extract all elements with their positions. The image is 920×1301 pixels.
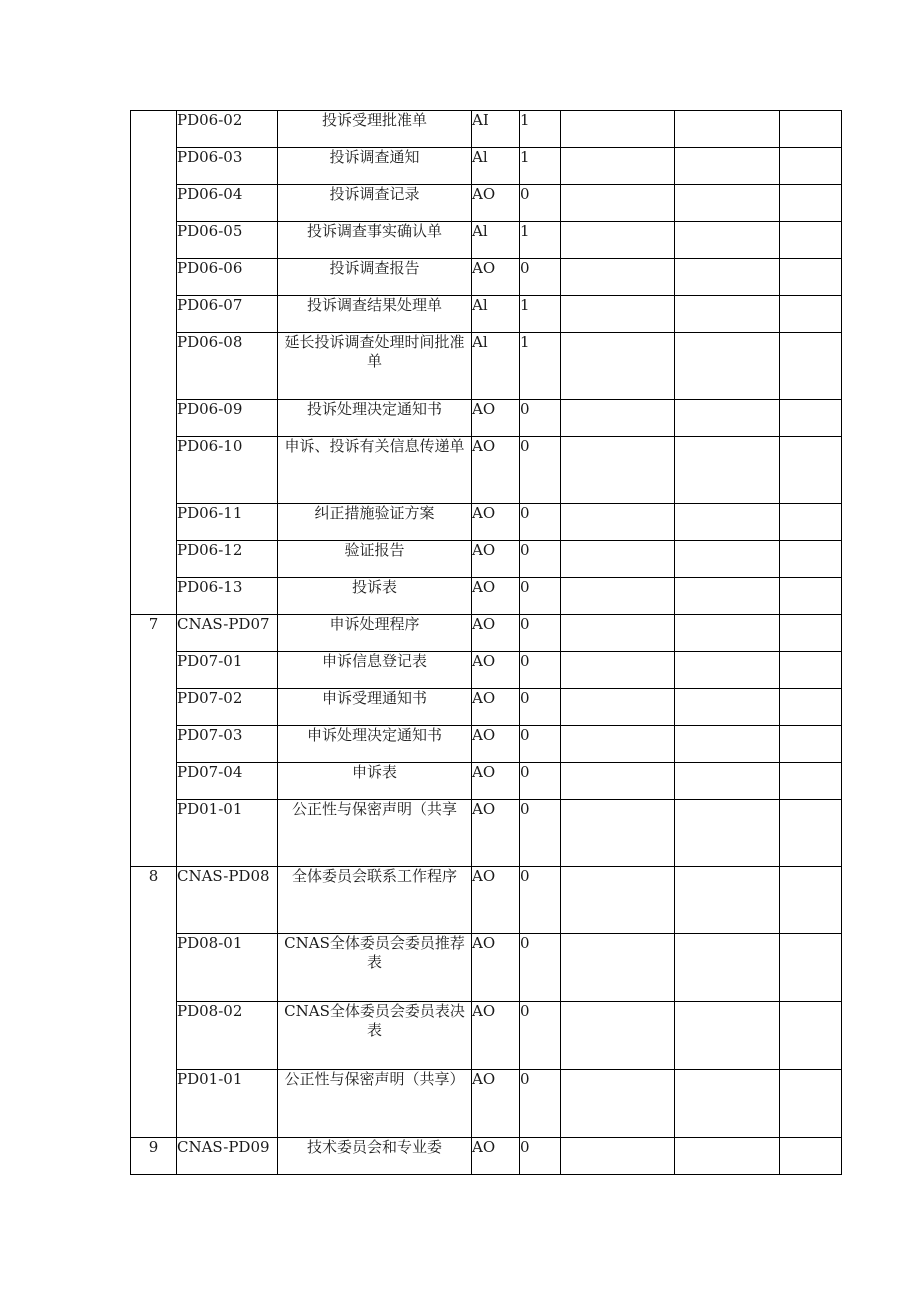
empty-cell-2 (675, 652, 780, 689)
table-row (131, 333, 842, 400)
document-code: PD08-02 (177, 1002, 278, 1070)
version: AO (472, 400, 520, 437)
empty-cell-1 (561, 726, 675, 763)
empty-cell-1 (561, 148, 675, 185)
count: 0 (520, 578, 561, 615)
table-row (131, 185, 842, 222)
table-row (131, 296, 842, 333)
document-code: PD01-01 (177, 1070, 278, 1138)
empty-cell-2 (675, 541, 780, 578)
table-row (131, 437, 842, 504)
empty-cell-2 (675, 578, 780, 615)
count: 0 (520, 652, 561, 689)
version: AI (472, 111, 520, 148)
document-name: 申诉受理通知书 (278, 689, 472, 726)
document-name: CNAS全体委员会委员表决表 (278, 1002, 472, 1070)
table-row (131, 111, 842, 148)
table-row (131, 148, 842, 185)
empty-cell-1 (561, 111, 675, 148)
table-row (131, 615, 842, 652)
document-code: PD07-03 (177, 726, 278, 763)
empty-cell-2 (675, 1002, 780, 1070)
empty-cell-2 (675, 222, 780, 259)
count: 0 (520, 934, 561, 1002)
version: AO (472, 541, 520, 578)
count: 0 (520, 689, 561, 726)
document-name: CNAS全体委员会委员推荐表 (278, 934, 472, 1002)
empty-cell-3 (780, 296, 842, 333)
empty-cell-3 (780, 259, 842, 296)
version: AO (472, 689, 520, 726)
count: 1 (520, 333, 561, 400)
table-row (131, 689, 842, 726)
empty-cell-1 (561, 259, 675, 296)
document-code: PD06-06 (177, 259, 278, 296)
version: AO (472, 437, 520, 504)
empty-cell-3 (780, 615, 842, 652)
count: 0 (520, 541, 561, 578)
version: Al (472, 222, 520, 259)
document-name: 延长投诉调查处理时间批准单 (278, 333, 472, 400)
empty-cell-2 (675, 867, 780, 934)
version: AO (472, 726, 520, 763)
version: AO (472, 259, 520, 296)
empty-cell-2 (675, 111, 780, 148)
empty-cell-2 (675, 400, 780, 437)
count: 0 (520, 800, 561, 867)
empty-cell-2 (675, 259, 780, 296)
section-number: 8 (131, 867, 177, 1138)
count: 0 (520, 259, 561, 296)
count: 0 (520, 726, 561, 763)
document-name: 投诉调查结果处理单 (278, 296, 472, 333)
document-name: 投诉处理决定通知书 (278, 400, 472, 437)
empty-cell-1 (561, 689, 675, 726)
version: AO (472, 615, 520, 652)
version: AO (472, 763, 520, 800)
document-name: 投诉调查记录 (278, 185, 472, 222)
document-code: PD01-01 (177, 800, 278, 867)
empty-cell-1 (561, 296, 675, 333)
version: Al (472, 333, 520, 400)
empty-cell-3 (780, 800, 842, 867)
empty-cell-2 (675, 763, 780, 800)
empty-cell-1 (561, 934, 675, 1002)
table-row (131, 1138, 842, 1175)
document-name: 公正性与保密声明（共享 (278, 800, 472, 867)
empty-cell-1 (561, 800, 675, 867)
table-row (131, 1002, 842, 1070)
table-row (131, 934, 842, 1002)
document-code: PD08-01 (177, 934, 278, 1002)
count: 1 (520, 111, 561, 148)
version: AO (472, 652, 520, 689)
empty-cell-1 (561, 400, 675, 437)
empty-cell-1 (561, 763, 675, 800)
empty-cell-2 (675, 726, 780, 763)
document-name: 申诉处理程序 (278, 615, 472, 652)
empty-cell-2 (675, 1070, 780, 1138)
count: 0 (520, 437, 561, 504)
document-name: 申诉、投诉有关信息传递单 (278, 437, 472, 504)
document-code: PD07-01 (177, 652, 278, 689)
document-code: PD06-02 (177, 111, 278, 148)
table-row (131, 400, 842, 437)
document-name: 技术委员会和专业委 (278, 1138, 472, 1175)
empty-cell-3 (780, 578, 842, 615)
empty-cell-2 (675, 1138, 780, 1175)
empty-cell-2 (675, 148, 780, 185)
document-code: PD06-07 (177, 296, 278, 333)
table-row (131, 578, 842, 615)
document-name: 纠正措施验证方案 (278, 504, 472, 541)
empty-cell-1 (561, 504, 675, 541)
document-name: 全体委员会联系工作程序 (278, 867, 472, 934)
empty-cell-3 (780, 437, 842, 504)
empty-cell-2 (675, 615, 780, 652)
empty-cell-2 (675, 689, 780, 726)
document-code: PD06-10 (177, 437, 278, 504)
empty-cell-2 (675, 800, 780, 867)
empty-cell-2 (675, 185, 780, 222)
empty-cell-3 (780, 541, 842, 578)
empty-cell-3 (780, 400, 842, 437)
empty-cell-1 (561, 652, 675, 689)
document-name: 验证报告 (278, 541, 472, 578)
count: 1 (520, 296, 561, 333)
empty-cell-1 (561, 615, 675, 652)
document-code: PD06-08 (177, 333, 278, 400)
version: AO (472, 1002, 520, 1070)
document-name: 投诉表 (278, 578, 472, 615)
empty-cell-3 (780, 763, 842, 800)
count: 0 (520, 185, 561, 222)
table-row (131, 1070, 842, 1138)
empty-cell-3 (780, 111, 842, 148)
table-row (131, 867, 842, 934)
table-row (131, 541, 842, 578)
document-code: PD06-04 (177, 185, 278, 222)
empty-cell-1 (561, 867, 675, 934)
empty-cell-1 (561, 333, 675, 400)
empty-cell-3 (780, 333, 842, 400)
count: 0 (520, 763, 561, 800)
document-name: 申诉表 (278, 763, 472, 800)
count: 0 (520, 867, 561, 934)
document-name: 申诉信息登记表 (278, 652, 472, 689)
version: AO (472, 578, 520, 615)
empty-cell-1 (561, 437, 675, 504)
table-row (131, 763, 842, 800)
document-table (130, 110, 842, 1175)
empty-cell-3 (780, 1138, 842, 1175)
document-code: CNAS-PD09 (177, 1138, 278, 1175)
count: 1 (520, 148, 561, 185)
empty-cell-1 (561, 222, 675, 259)
empty-cell-1 (561, 1138, 675, 1175)
empty-cell-3 (780, 222, 842, 259)
empty-cell-2 (675, 934, 780, 1002)
table-row (131, 222, 842, 259)
document-name: 投诉调查事实确认单 (278, 222, 472, 259)
document-code: CNAS-PD07 (177, 615, 278, 652)
document-code: PD06-13 (177, 578, 278, 615)
empty-cell-3 (780, 652, 842, 689)
empty-cell-3 (780, 867, 842, 934)
document-name: 投诉调查通知 (278, 148, 472, 185)
count: 0 (520, 615, 561, 652)
empty-cell-3 (780, 726, 842, 763)
table-row (131, 726, 842, 763)
version: Al (472, 296, 520, 333)
empty-cell-3 (780, 148, 842, 185)
document-name: 投诉受理批准单 (278, 111, 472, 148)
empty-cell-1 (561, 541, 675, 578)
version: AO (472, 800, 520, 867)
document-code: PD06-09 (177, 400, 278, 437)
section-number: 9 (131, 1138, 177, 1175)
version: AO (472, 934, 520, 1002)
count: 0 (520, 1002, 561, 1070)
section-number (131, 111, 177, 615)
empty-cell-2 (675, 333, 780, 400)
document-code: PD06-12 (177, 541, 278, 578)
version: Al (472, 148, 520, 185)
document-name: 公正性与保密声明（共享） (278, 1070, 472, 1138)
empty-cell-2 (675, 504, 780, 541)
table-body (131, 111, 842, 1175)
empty-cell-1 (561, 185, 675, 222)
count: 0 (520, 1138, 561, 1175)
version: AO (472, 1138, 520, 1175)
empty-cell-3 (780, 934, 842, 1002)
document-code: CNAS-PD08 (177, 867, 278, 934)
count: 1 (520, 222, 561, 259)
table-row (131, 800, 842, 867)
table-row (131, 259, 842, 296)
empty-cell-3 (780, 185, 842, 222)
document-code: PD06-05 (177, 222, 278, 259)
version: AO (472, 867, 520, 934)
document-name: 投诉调查报告 (278, 259, 472, 296)
document-code: PD06-11 (177, 504, 278, 541)
document-code: PD07-04 (177, 763, 278, 800)
empty-cell-1 (561, 1070, 675, 1138)
document-code: PD07-02 (177, 689, 278, 726)
empty-cell-2 (675, 437, 780, 504)
empty-cell-1 (561, 1002, 675, 1070)
empty-cell-3 (780, 504, 842, 541)
version: AO (472, 504, 520, 541)
empty-cell-3 (780, 1070, 842, 1138)
empty-cell-3 (780, 689, 842, 726)
count: 0 (520, 400, 561, 437)
document-name: 申诉处理决定通知书 (278, 726, 472, 763)
empty-cell-3 (780, 1002, 842, 1070)
empty-cell-1 (561, 578, 675, 615)
table-row (131, 652, 842, 689)
version: AO (472, 185, 520, 222)
document-code: PD06-03 (177, 148, 278, 185)
version: AO (472, 1070, 520, 1138)
table-row (131, 504, 842, 541)
count: 0 (520, 1070, 561, 1138)
count: 0 (520, 504, 561, 541)
empty-cell-2 (675, 296, 780, 333)
section-number: 7 (131, 615, 177, 867)
